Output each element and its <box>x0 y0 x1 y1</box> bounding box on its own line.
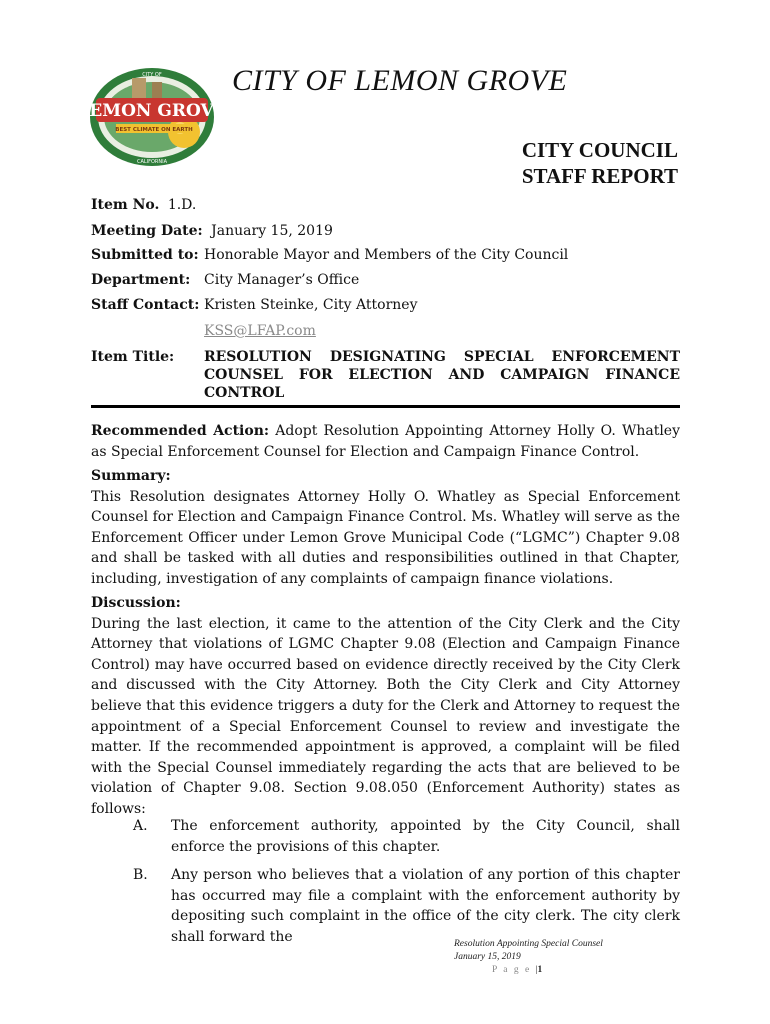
list-text: The enforcement authority, appointed by the City Council, shall enforce the provisions of this chapter. <box>171 818 680 855</box>
report-title-line1: CITY COUNCIL <box>521 138 678 162</box>
meeting-date-row <box>91 222 333 240</box>
meeting-date-value: January 15, 2019 <box>211 223 333 239</box>
footer-line2: January 15, 2019 <box>454 952 521 962</box>
submitted-label: Submitted to: <box>91 247 199 263</box>
logo-ring-top: CITY OF <box>142 72 162 78</box>
staff-contact-label: Staff Contact: <box>91 297 200 313</box>
recommended-action <box>91 421 680 462</box>
city-title: CITY OF LEMON GROVE <box>232 64 568 97</box>
page-number: 1 <box>537 965 543 975</box>
discussion-text: During the last election, it came to the attention of the City Clerk and the City Attorney that violations of LGMC Chapter 9.08 (Election and Campaign Finance Control) may have occurred based on evidence directly received by the City Clerk and discussed with the City Attorney. Both the City Clerk and City Attorney believe that this evidence triggers a duty for the Clerk and Attorney to request the appointment of a Special Enforcement Counsel to review and investigate the matter. If the recommended appointment is approved, a complaint will be filed with the Special Counsel immediately regarding the acts that are believed to be violation of Chapter 9.08. Section 9.08.050 (Enforcement Authority) states as follows: <box>91 615 680 817</box>
list-text: Any person who believes that a violation of any portion of this chapter has occurred may file a complaint with the enforcement authority by depositing such complaint in the office of the city clerk. The city clerk shall forward the <box>171 867 680 945</box>
report-title <box>522 137 678 189</box>
logo-banner: BEST CLIMATE ON EARTH <box>115 127 193 133</box>
page-footer <box>454 938 603 977</box>
footer-line1: Resolution Appointing Special Counsel <box>454 939 603 949</box>
discussion-section <box>91 593 680 820</box>
logo-ring-bottom: CALIFORNIA <box>136 159 168 165</box>
department-label: Department: <box>91 272 191 288</box>
submitted-value: Honorable Mayor and Members of the City Council <box>204 247 569 263</box>
department-value: City Manager’s Office <box>204 272 360 288</box>
staff-email-row <box>204 322 316 340</box>
discussion-heading: Discussion: <box>91 595 181 611</box>
summary-text: This Resolution designates Attorney Holly O. Whatley as Special Enforcement Counsel for Election and Campaign Finance Control. Ms. Whatley will serve as the Enforcement Officer under Lemon Grove Municipal Code (“LGMC”) Chapter 9.08 and shall be tasked with all duties and responsibilities outlined in that Chapter, including, investigation of any complaints of campaign finance violations. <box>91 488 680 587</box>
item-no-row <box>91 196 196 214</box>
page-label: P a g e <box>492 965 532 975</box>
city-seal-logo <box>77 66 227 168</box>
summary-section <box>91 466 680 590</box>
recommended-label: Recommended Action: <box>91 423 270 439</box>
list-marker: A. <box>133 818 148 834</box>
staff-contact-value: Kristen Steinke, City Attorney <box>204 297 418 313</box>
summary-heading: Summary: <box>91 468 171 484</box>
recommended-text: Adopt Resolution Appointing Attorney Holly O. Whatley as Special Enforcement Counsel for Election and Campaign Finance Control. <box>91 423 681 460</box>
item-no-label: Item No. <box>91 197 160 213</box>
staff-contact-row <box>91 296 680 314</box>
item-title-row <box>91 348 174 366</box>
item-title-value: RESOLUTION DESIGNATING SPECIAL ENFORCEMENT COUNSEL FOR ELECTION AND CAMPAIGN FINANCE CONTROL <box>204 349 680 401</box>
staff-email-link[interactable]: KSS@LFAP.com <box>204 323 316 339</box>
header-divider <box>91 405 680 408</box>
department-row <box>91 271 680 289</box>
report-title-line2: STAFF REPORT <box>521 164 678 188</box>
page-separator: | <box>535 965 538 975</box>
page-indicator <box>492 964 603 977</box>
list-marker: B. <box>133 867 148 883</box>
item-title-label: Item Title: <box>91 349 175 365</box>
meeting-date-label: Meeting Date: <box>91 223 203 239</box>
submitted-row <box>91 246 680 264</box>
logo-text: LEMON GROVE <box>77 101 227 121</box>
item-no-value: 1.D. <box>167 197 197 213</box>
